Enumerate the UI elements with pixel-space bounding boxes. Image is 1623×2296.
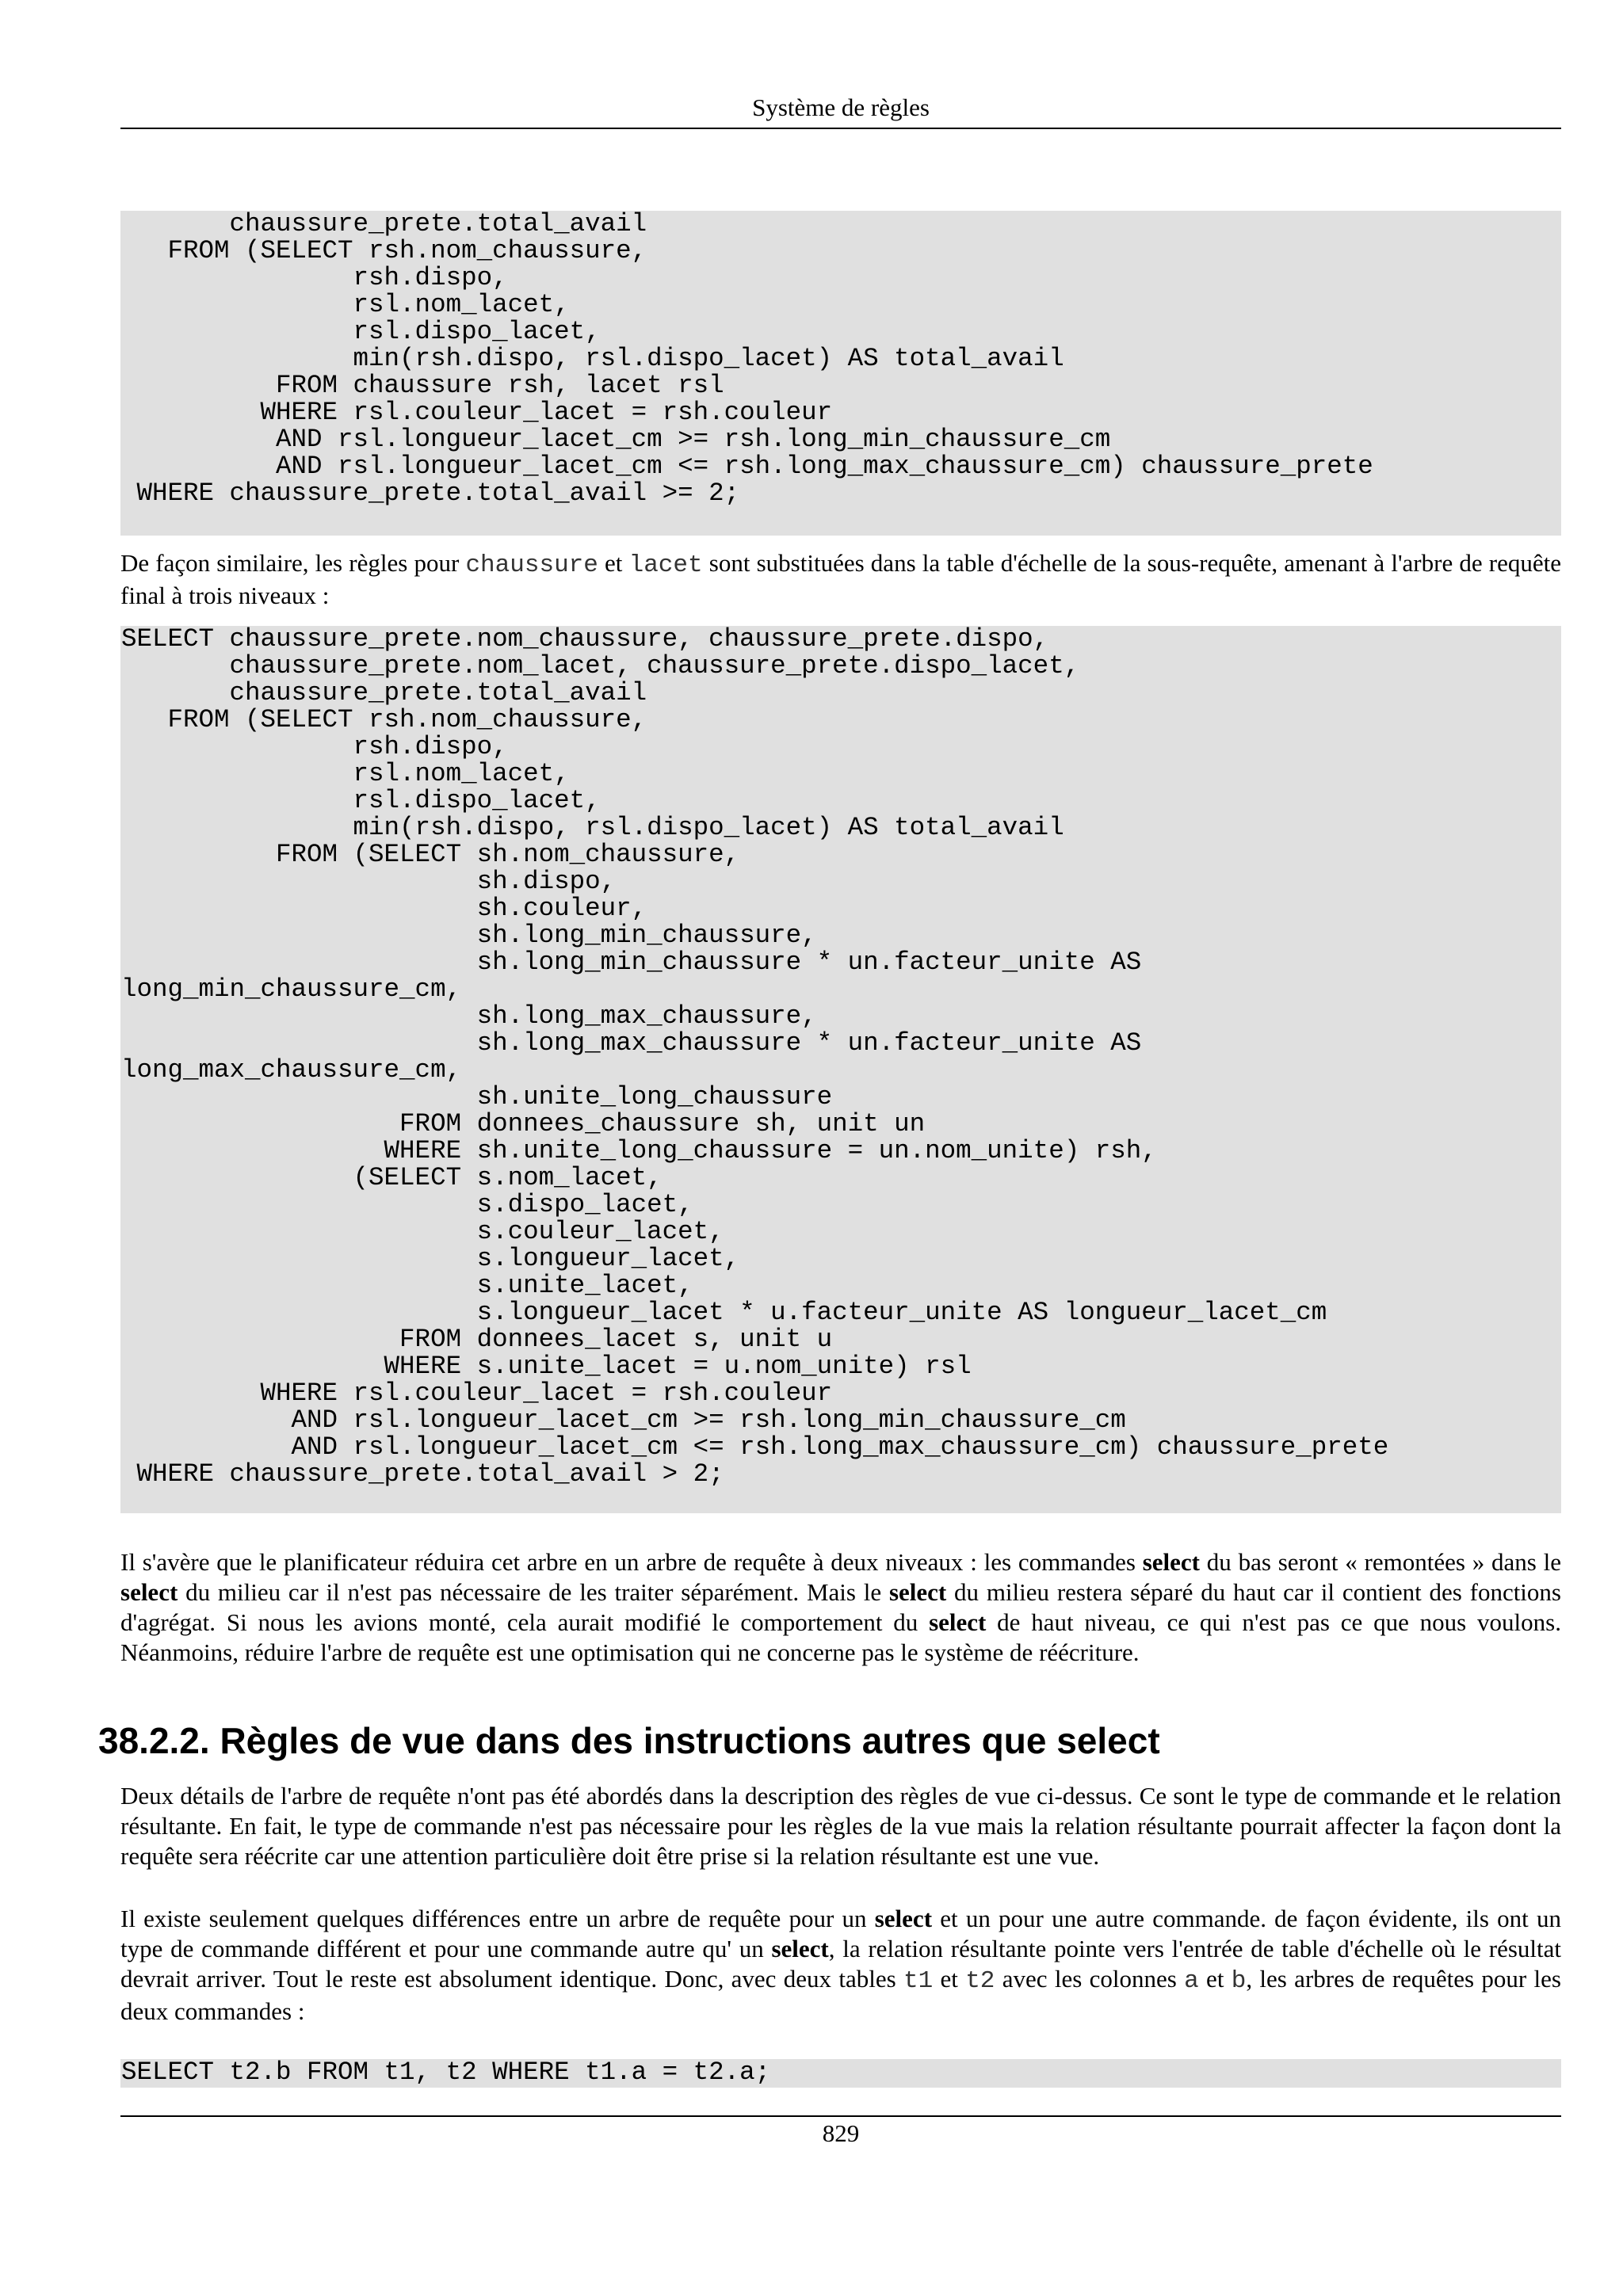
bold-term-select: select: [888, 1578, 947, 1606]
paragraph-substitution: [120, 548, 1561, 611]
code-block-1: chaussure_prete.total_avail FROM (SELECT rsh.nom_chaussure, rsh.dispo, rsl.nom_lacet, rsl.dispo_lacet, min(rsh.dispo, rsl.dispo_lacet) AS total_avail FROM chaussure rsh, lacet rsl WHERE rsl.couleur_lacet = rsh.couleur AND rsl.longueur_lacet_cm >= rsh.long_min_chaussure_cm AND rsl.longueur_lacet_cm <= rsh.long_max_chaussure_cm) chaussure_prete WHERE chaussure_prete.total_avail >= 2;: [120, 211, 1561, 536]
code-term-t2: t2: [965, 1967, 995, 1995]
text: Il existe seulement quelques différences entre un arbre de requête pour un: [120, 1905, 875, 1932]
code-term-b: b: [1231, 1967, 1247, 1995]
page-header-title: Système de règles: [752, 93, 930, 121]
footer-rule: [120, 2115, 1561, 2117]
bold-term-select: select: [120, 1578, 178, 1606]
text: du milieu restera séparé du haut car il contient des fonctions d'agrégat. Si nous les avions monté, cela aurait modifié le comportement du: [120, 1578, 1561, 1636]
text: et: [1198, 1965, 1232, 1993]
page-number: 829: [822, 2119, 860, 2147]
bold-term-select: select: [1142, 1548, 1200, 1576]
header-rule: [120, 128, 1561, 129]
code-block-3: SELECT t2.b FROM t1, t2 WHERE t1.a = t2.a;: [120, 2059, 1561, 2088]
text: avec les colonnes: [995, 1965, 1185, 1993]
paragraph-planner: [120, 1547, 1561, 1668]
text: , la relation résultante pointe vers l'entrée de table d'échelle où le résultat devrait arriver. Tout le reste est absolument identique. Donc, avec deux tables: [120, 1935, 1561, 1993]
text: et: [933, 1965, 966, 1993]
text: et: [598, 549, 629, 577]
code-block-2: SELECT chaussure_prete.nom_chaussure, chaussure_prete.dispo, chaussure_prete.nom_lacet, chaussure_prete.dispo_lacet, chaussure_prete.total_avail FROM (SELECT rsh.nom_chaussure, rsh.dispo, rsl.nom_lacet, rsl.dispo_lacet, min(rsh.dispo, rsl.dispo_lacet) AS total_avail FROM (SELECT sh.nom_chaussure, sh.dispo, sh.couleur, sh.long_min_chaussure, sh.long_min_chaussure * un.facteur_unite AS long_min_chaussure_cm, sh.long_max_chaussure, sh.long_max_chaussure * un.facteur_unite AS long_max_chaussure_cm, sh.unite_long_chaussure FROM donnees_chaussure sh, unit un WHERE sh.unite_long_chaussure = un.nom_unite) rsh, (SELECT s.nom_lacet, s.dispo_lacet, s.couleur_lacet, s.longueur_lacet, s.unite_lacet, s.longueur_lacet * u.facteur_unite AS longueur_lacet_cm FROM donnees_lacet s, unit u WHERE s.unite_lacet = u.nom_unite) rsl WHERE rsl.couleur_lacet = rsh.couleur AND rsl.longueur_lacet_cm >= rsh.long_min_chaussure_cm AND rsl.longueur_lacet_cm <= rsh.long_max_chaussure_cm) chaussure_prete WHERE chaussure_prete.total_avail > 2;: [120, 626, 1561, 1513]
text: sont substituées dans la table d'échelle de la sous-requête, amenant à l'arbre de requête final à trois niveaux :: [120, 549, 1561, 609]
text: du bas seront « remontées » dans le: [1200, 1548, 1561, 1576]
code-term-chaussure: chaussure: [465, 551, 598, 579]
text: De façon similaire, les règles pour: [120, 549, 466, 577]
text: , les arbres de requêtes pour les deux commandes :: [120, 1965, 1561, 2025]
bold-term-select: select: [929, 1608, 987, 1636]
text: de haut niveau, ce qui n'est pas ce que nous voulons. Néanmoins, réduire l'arbre de requête est une optimisation qui ne concerne pas le système de réécriture.: [120, 1608, 1561, 1666]
text: du milieu car il n'est pas nécessaire de les traiter séparément. Mais le: [178, 1578, 889, 1606]
code-term-a: a: [1184, 1967, 1199, 1995]
code-term-lacet: lacet: [628, 551, 703, 579]
bold-term-select: select: [771, 1935, 829, 1962]
section-heading: 38.2.2. Règles de vue dans des instructions autres que select: [98, 1720, 1160, 1761]
paragraph-details: Deux détails de l'arbre de requête n'ont pas été abordés dans la description des règles de vue ci-dessus. Ce sont le type de commande et le relation résultante. En fait, le type de commande n'est pas nécessaire pour les règles de la vue mais la relation résultante pourrait affecter la façon dont la requête sera réécrite car une attention particulière doit être prise si la relation résultante est une vue.: [120, 1782, 1561, 1870]
paragraph-differences: [120, 1904, 1561, 2027]
text: et un pour une autre commande. de façon évidente, ils ont un type de commande différent et pour une commande autre qu' un: [120, 1905, 1561, 1962]
text: Il s'avère que le planificateur réduira cet arbre en un arbre de requête à deux niveaux : les commandes: [120, 1548, 1143, 1576]
bold-term-select: select: [874, 1905, 933, 1932]
code-term-t1: t1: [903, 1967, 934, 1995]
